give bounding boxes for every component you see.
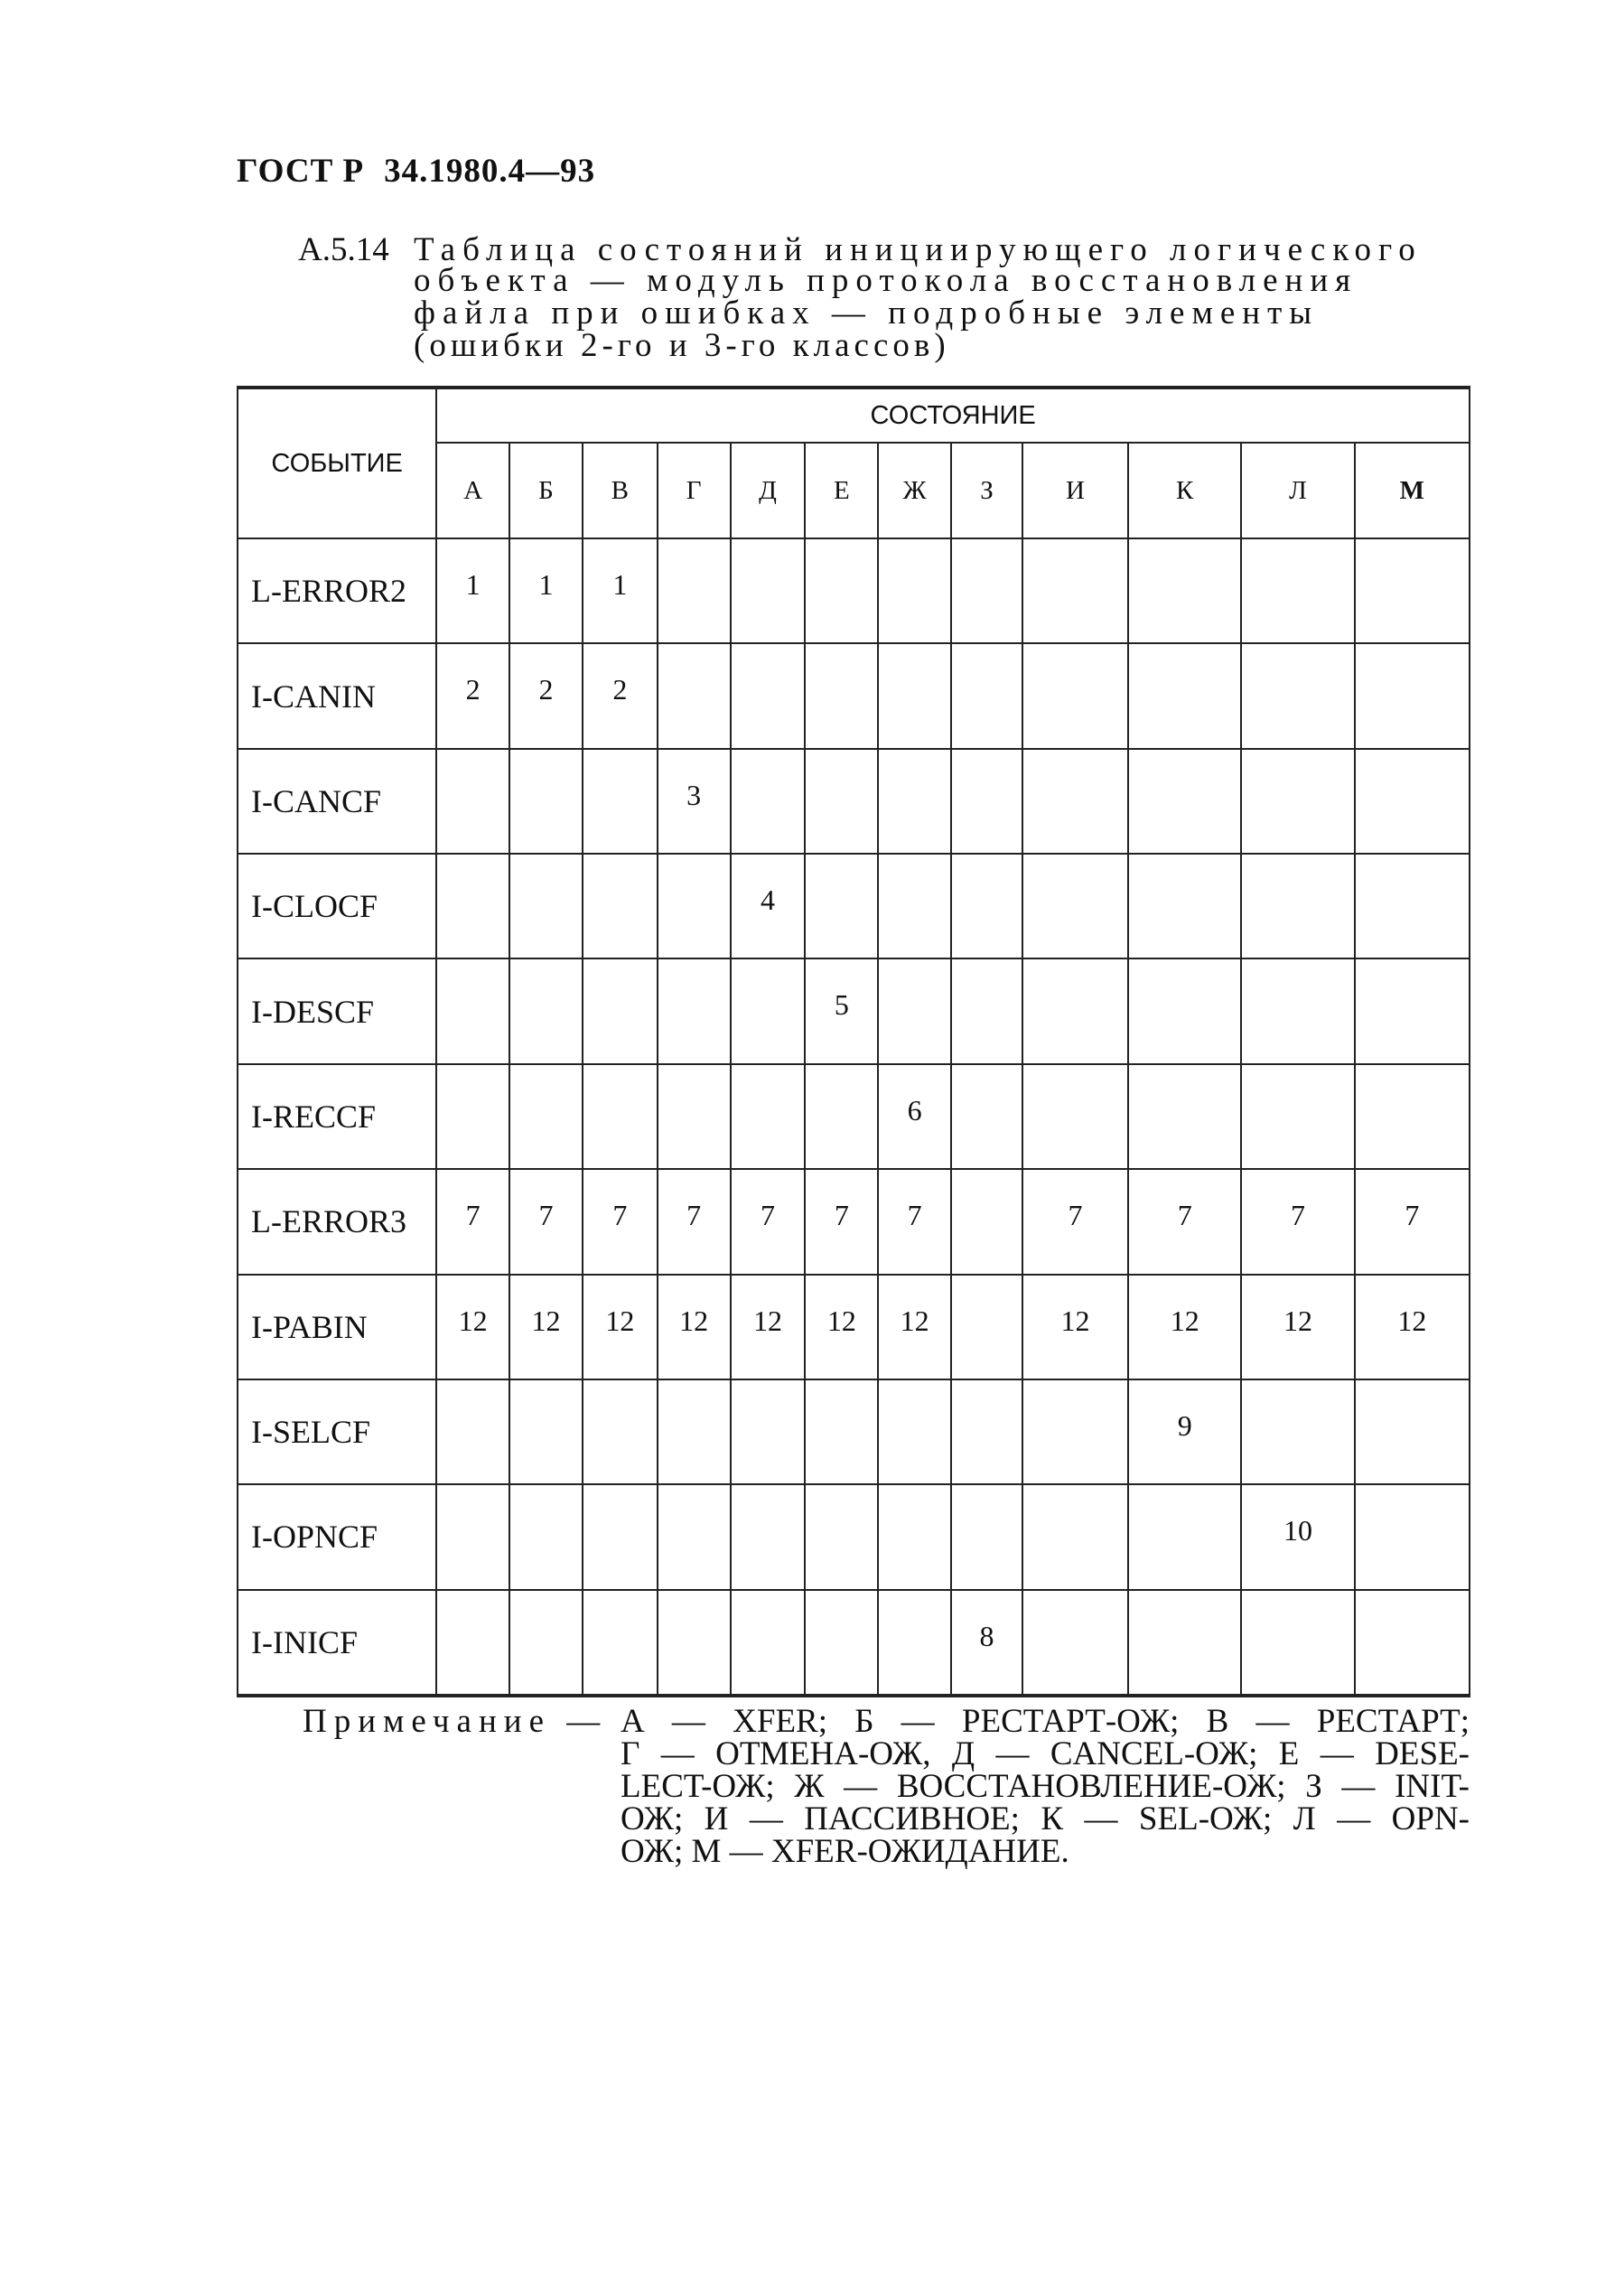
state-cell: 5 [805, 958, 878, 1063]
state-cell [731, 958, 806, 1063]
event-cell: L-ERROR2 [238, 538, 436, 643]
standard-number: 34.1980.4—93 [384, 153, 596, 190]
state-column-header: Л [1241, 443, 1354, 538]
state-cell: 9 [1128, 1379, 1241, 1484]
state-cell: 7 [436, 1169, 509, 1274]
state-cell [1355, 1590, 1470, 1696]
state-cell: 2 [583, 643, 658, 748]
state-cell [658, 854, 731, 958]
state-cell [1128, 643, 1241, 748]
state-column-header: Ж [878, 443, 951, 538]
state-cell [1128, 538, 1241, 643]
state-cell [951, 854, 1022, 958]
state-cell: 7 [731, 1169, 806, 1274]
state-cell [583, 854, 658, 958]
state-column-header: И [1022, 443, 1128, 538]
state-cell [805, 643, 878, 748]
state-cell: 12 [509, 1275, 583, 1379]
state-column-header: Г [658, 443, 731, 538]
state-column-header: Е [805, 443, 878, 538]
state-cell [583, 1590, 658, 1696]
state-cell [658, 1064, 731, 1169]
caption-number: А.5.14 [298, 231, 389, 268]
state-cell [436, 1590, 509, 1696]
state-cell [509, 854, 583, 958]
state-cell [1241, 1064, 1354, 1169]
table-row [238, 1169, 1470, 1274]
state-cell [1241, 958, 1354, 1063]
state-cell: 12 [1241, 1275, 1354, 1379]
state-cell [1022, 538, 1128, 643]
state-cell [1022, 1484, 1128, 1589]
state-cell [805, 749, 878, 854]
state-cell [731, 538, 806, 643]
note-line: LECT-ОЖ; Ж — ВОССТАНОВЛЕНИЕ-ОЖ; З — INIT- [621, 1768, 1470, 1805]
state-column-header: А [436, 443, 509, 538]
event-cell: I-CLOCF [238, 854, 436, 958]
event-cell: I-CANIN [238, 643, 436, 748]
caption-line: объекта — модуль протокола восстановления [414, 262, 1358, 299]
state-cell [1355, 854, 1470, 958]
state-cell [805, 1064, 878, 1169]
state-column-header: Б [509, 443, 583, 538]
state-cell [805, 854, 878, 958]
event-cell: I-DESCF [238, 958, 436, 1063]
state-cell [583, 749, 658, 854]
state-cell [1241, 1590, 1354, 1696]
state-cell [951, 958, 1022, 1063]
state-cell [951, 1169, 1022, 1274]
table-row [238, 1484, 1470, 1589]
state-cell [731, 1379, 806, 1484]
state-cell: 1 [509, 538, 583, 643]
state-cell [583, 958, 658, 1063]
state-cell: 10 [1241, 1484, 1354, 1589]
state-cell [436, 1064, 509, 1169]
state-cell [1022, 1064, 1128, 1169]
state-cell [1355, 1484, 1470, 1589]
table-row [238, 958, 1470, 1063]
event-cell: I-SELCF [238, 1379, 436, 1484]
state-cell [658, 1379, 731, 1484]
table-row [238, 1379, 1470, 1484]
state-cell [436, 958, 509, 1063]
state-cell [658, 643, 731, 748]
note-label: Примечание — [303, 1703, 608, 1740]
caption-line: файла при ошибках — подробные элементы [414, 295, 1320, 332]
state-cell: 12 [805, 1275, 878, 1379]
state-cell [1022, 643, 1128, 748]
state-cell [436, 1379, 509, 1484]
state-cell [1022, 1590, 1128, 1696]
state-cell: 3 [658, 749, 731, 854]
state-cell [1128, 854, 1241, 958]
state-cell [878, 538, 951, 643]
state-cell [951, 1379, 1022, 1484]
state-cell [583, 1379, 658, 1484]
state-cell [1241, 854, 1354, 958]
state-cell [1241, 749, 1354, 854]
state-cell: 12 [583, 1275, 658, 1379]
state-cell: 12 [1128, 1275, 1241, 1379]
state-cell: 7 [1241, 1169, 1354, 1274]
state-cell [1022, 749, 1128, 854]
state-cell [436, 749, 509, 854]
state-cell [509, 1379, 583, 1484]
event-cell: I-PABIN [238, 1275, 436, 1379]
note-line: ОЖ; И — ПАССИВНОЕ; К — SEL-ОЖ; Л — OPN- [621, 1800, 1470, 1837]
state-cell [436, 854, 509, 958]
event-cell: I-OPNCF [238, 1484, 436, 1589]
state-cell [1241, 538, 1354, 643]
state-cell: 7 [509, 1169, 583, 1274]
state-cell [1022, 1379, 1128, 1484]
event-column-header: СОБЫТИЕ [238, 388, 436, 538]
state-cell [1128, 749, 1241, 854]
state-cell [583, 1064, 658, 1169]
state-cell [878, 749, 951, 854]
state-cell: 6 [878, 1064, 951, 1169]
note-line: Г — ОТМЕНА-ОЖ, Д — CANCEL-ОЖ; Е — DESE- [621, 1735, 1470, 1772]
state-column-header: М [1355, 443, 1470, 538]
state-cell [658, 1590, 731, 1696]
table-row [238, 854, 1470, 958]
state-cell [878, 958, 951, 1063]
state-cell [583, 1484, 658, 1589]
state-cell [1355, 958, 1470, 1063]
state-cell [878, 1590, 951, 1696]
state-cell [1022, 854, 1128, 958]
state-column-header: К [1128, 443, 1241, 538]
caption-line: (ошибки 2-го и 3-го классов) [414, 327, 950, 364]
table-row [238, 1590, 1470, 1696]
state-cell [1128, 1064, 1241, 1169]
state-cell: 2 [436, 643, 509, 748]
state-cell [1128, 958, 1241, 1063]
state-cell: 7 [583, 1169, 658, 1274]
state-cell [731, 1590, 806, 1696]
note-line: ОЖ; М — XFER-ОЖИДАНИЕ. [621, 1833, 1069, 1870]
state-table [237, 386, 1470, 1697]
state-cell [805, 1484, 878, 1589]
state-cell [1355, 1064, 1470, 1169]
state-column-header: З [951, 443, 1022, 538]
standard-code: ГОСТ Р [237, 153, 365, 190]
state-cell: 7 [1355, 1169, 1470, 1274]
state-cell: 2 [509, 643, 583, 748]
state-cell: 7 [1128, 1169, 1241, 1274]
state-cell: 12 [731, 1275, 806, 1379]
state-column-header: В [583, 443, 658, 538]
state-cell [1355, 749, 1470, 854]
table-row [238, 643, 1470, 748]
state-cell [436, 1484, 509, 1589]
state-cell [951, 643, 1022, 748]
state-cell [731, 1484, 806, 1589]
state-cell: 8 [951, 1590, 1022, 1696]
state-cell: 12 [1355, 1275, 1470, 1379]
state-cell: 12 [436, 1275, 509, 1379]
state-cell [878, 643, 951, 748]
state-cell [509, 1064, 583, 1169]
state-cell [1355, 538, 1470, 643]
state-cell [951, 1484, 1022, 1589]
state-cell: 1 [436, 538, 509, 643]
state-cell [658, 538, 731, 643]
event-cell: L-ERROR3 [238, 1169, 436, 1274]
state-cell [805, 1379, 878, 1484]
state-group-header: СОСТОЯНИЕ [436, 388, 1470, 443]
state-cell: 12 [1022, 1275, 1128, 1379]
state-cell [1241, 1379, 1354, 1484]
state-cell [1241, 643, 1354, 748]
state-cell: 7 [1022, 1169, 1128, 1274]
state-cell [509, 1590, 583, 1696]
state-cell: 7 [878, 1169, 951, 1274]
state-cell [509, 749, 583, 854]
state-cell [951, 1064, 1022, 1169]
note-line: А — XFER; Б — РЕСТАРТ-ОЖ; В — РЕСТАРТ; [621, 1703, 1470, 1740]
table-row [238, 1064, 1470, 1169]
state-cell [951, 538, 1022, 643]
state-cell: 7 [805, 1169, 878, 1274]
table-row [238, 749, 1470, 854]
state-cell: 12 [878, 1275, 951, 1379]
state-cell [878, 854, 951, 958]
state-cell [509, 1484, 583, 1589]
state-cell: 1 [583, 538, 658, 643]
state-cell: 12 [658, 1275, 731, 1379]
table-row [238, 1275, 1470, 1379]
state-cell [731, 1064, 806, 1169]
state-cell [731, 643, 806, 748]
state-cell [1128, 1484, 1241, 1589]
event-cell: I-INICF [238, 1590, 436, 1696]
state-cell [658, 958, 731, 1063]
state-cell: 7 [658, 1169, 731, 1274]
state-cell [951, 1275, 1022, 1379]
state-cell: 4 [731, 854, 806, 958]
event-cell: I-CANCF [238, 749, 436, 854]
state-cell [1022, 958, 1128, 1063]
document-header [237, 152, 595, 191]
event-cell: I-RECCF [238, 1064, 436, 1169]
state-cell [1128, 1590, 1241, 1696]
state-cell [878, 1379, 951, 1484]
state-cell [1355, 643, 1470, 748]
state-cell [878, 1484, 951, 1589]
state-cell [731, 749, 806, 854]
table-row [238, 538, 1470, 643]
state-cell [951, 749, 1022, 854]
state-cell [658, 1484, 731, 1589]
state-column-header: Д [731, 443, 806, 538]
caption-line: Таблица состояний инициирующего логического [414, 231, 1423, 268]
state-cell [805, 1590, 878, 1696]
state-cell [509, 958, 583, 1063]
state-cell [1355, 1379, 1470, 1484]
state-cell [805, 538, 878, 643]
